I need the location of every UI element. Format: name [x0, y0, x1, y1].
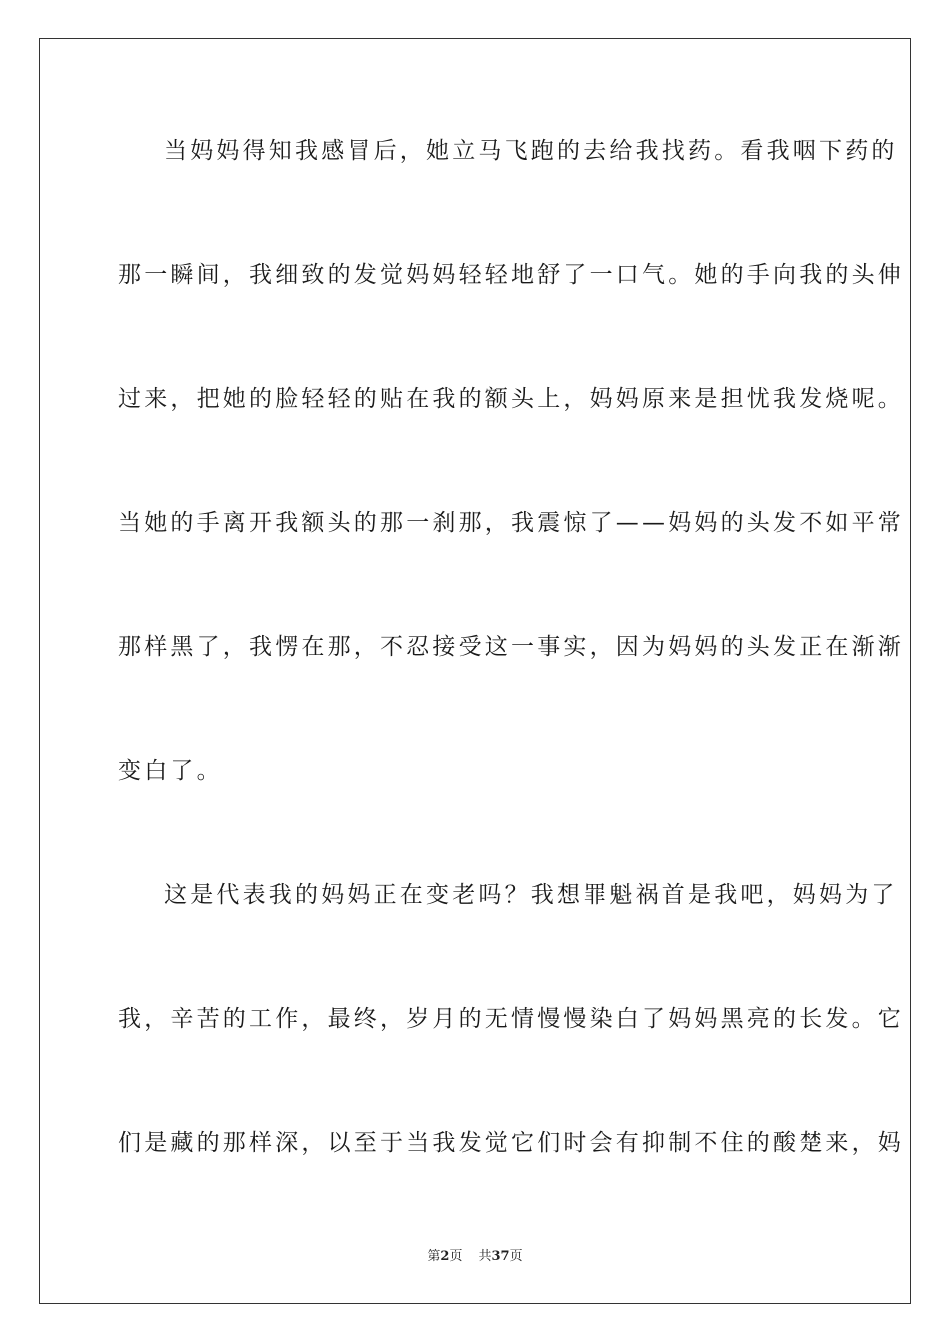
- text-line: 变白了。: [118, 758, 223, 784]
- page-footer: [0, 1248, 950, 1266]
- page-border: [39, 38, 911, 1304]
- text-line: 这是代表我的妈妈正在变老吗？我想罪魁祸首是我吧，妈妈为了: [164, 882, 898, 908]
- text-line: 那样黑了，我愣在那，不忍接受这一事实，因为妈妈的头发正在渐渐: [118, 634, 904, 660]
- text-line: 们是藏的那样深，以至于当我发觉它们时会有抑制不住的酸楚来，妈: [118, 1130, 904, 1156]
- page-number: 2: [440, 1249, 450, 1264]
- total-prefix: 共: [478, 1249, 492, 1264]
- text-line: 那一瞬间，我细致的发觉妈妈轻轻地舒了一口气。她的手向我的头伸: [118, 262, 904, 288]
- text-line: 当妈妈得知我感冒后，她立马飞跑的去给我找药。看我咽下药的: [164, 138, 898, 164]
- text-line: 过来，把她的脸轻轻的贴在我的额头上，妈妈原来是担忧我发烧呢。: [118, 386, 904, 412]
- total-pages: 37: [491, 1249, 510, 1264]
- total-suffix: 页: [509, 1249, 523, 1264]
- page-prefix: 第: [427, 1249, 441, 1264]
- text-line: 我，辛苦的工作，最终，岁月的无情慢慢染白了妈妈黑亮的长发。它: [118, 1006, 904, 1032]
- text-line: 当她的手离开我额头的那一刹那，我震惊了——妈妈的头发不如平常: [118, 510, 904, 536]
- page-suffix: 页: [449, 1249, 463, 1264]
